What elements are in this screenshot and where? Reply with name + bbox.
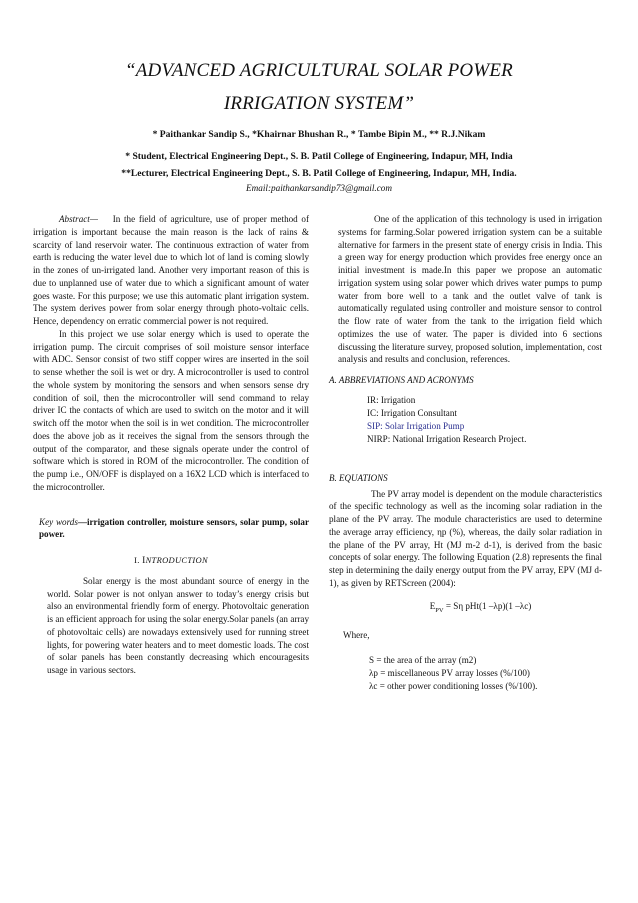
author-affiliation-lecturer: **Lecturer, Electrical Engineering Dept., S. B. Patil College of Engineering, Indapur, MH, India. xyxy=(121,168,517,179)
left-column xyxy=(33,213,309,677)
intro-heading-initial: I xyxy=(142,555,146,566)
author-affiliation-students: * Student, Electrical Engineering Dept., S. B. Patil College of Engineering, Indapur, MH, India xyxy=(125,151,513,162)
definition-item: S = the area of the array (m2) xyxy=(369,654,477,665)
right-intro-body xyxy=(329,213,602,366)
equation-rhs: = Sη pHt(1 –λp)(1 –λc) xyxy=(443,600,532,611)
equation-lhs: E xyxy=(429,600,436,611)
abstract-paragraph-1 xyxy=(33,213,309,328)
energy-equation xyxy=(329,600,602,618)
intro-heading-rest: NTRODUCTION xyxy=(145,555,208,565)
keywords-text: —irrigation controller, moisture sensors, solar pump, solar power. xyxy=(39,516,309,540)
intro-paragraph-1: Solar energy is the most abundant source of energy in the world. Solar power is not onlyan answer to today’s energy crisis but also an environmental friendly form of energy. Photovoltaic generation is an efficient approach for using the solar energy.Solar panels (an array of photovoltaic cells) are nowadays extensively used for running street lights, for powering water heaters and to meet domestic loads. The cost of solar panels has been constantly decreasing which encouragesits usage in various sectors. xyxy=(47,575,309,675)
intro-heading-number: I. xyxy=(134,555,140,565)
abbreviation-item-text: SIP: Solar Irrigation Pump xyxy=(367,420,465,431)
keywords xyxy=(33,516,309,542)
abbreviation-item: IC: Irrigation Consultant xyxy=(367,407,457,418)
equations-heading: B. EQUATIONS xyxy=(329,472,388,483)
abbreviations-heading: A. ABBREVIATIONS AND ACRONYMS xyxy=(329,375,474,385)
abbreviation-item: NIRP: National Irrigation Research Project. xyxy=(367,433,527,444)
intro-body xyxy=(33,575,309,677)
where-label: Where, xyxy=(343,630,370,641)
abstract-paragraph-2: In this project we use solar energy which is used to operate the irrigation pump. The circuit comprises of soil moisture sensor interface with ADC. Sensor consist of two stiff copper wires are inserted in the soil to sense whether the soil is wet or dry. A microcontroller is used to control the whole system by monitoring the sensors and when sensors sense dry condition of soil, then the microcontroller will send command to relay driver IC the contacts of which are used to switch on the motor and it will switch off the motor when the soil is in wet condition. The microcontroller does the above job as it receives the signal from the sensors through the output of the comparator, and these signals operate under the control of software which is stored in ROM of the microcontroller. The condition of the pump i.e., ON/OFF is displayed on a 16X2 LCD which is interfaced to the microcontroller. xyxy=(33,328,309,492)
abstract-label: Abstract— xyxy=(59,214,98,224)
intro-heading xyxy=(33,554,309,568)
paper-title-line-2: IRRIGATION SYSTEM” xyxy=(223,93,415,114)
author-names: * Paithankar Sandip S., *Khairnar Bhushan R., * Tambe Bipin M., ** R.J.Nikam xyxy=(152,129,486,140)
abbreviation-item: IR: Irrigation xyxy=(367,394,416,405)
abstract-text-1: In the field of agriculture, use of proper method of irrigation is important because the main reason is the lack of rains & scarcity of land reservoir water. The continuous extraction of water from earth is reducing the water level due to which lot of land is coming slowly in the zones of un-irrigated land. Another very important reason of this is due to unplanned use of water due to which a significant amount of water goes waste. For this purpose; we use this automatic plant irrigation system. The system derives power from solar energy through photo-voltaic cells. Hence, dependency on erratic commercial power is not required. xyxy=(33,214,310,326)
intro-paragraph-2: One of the application of this technology is used in irrigation systems for farming.Solar powered irrigation system can be a suitable alternative for farmers in the present state of energy crisis in India. This a green way for energy production which provides free energy once an initial investment is made.In this paper we propose an automatic irrigation system using solar power which drives water pumps to pump water from bore well to a tank and the outlet valve of tank is automatically regulated using controller and moisture sensor to control the flow rate of water from the tank to the irrigation field which optimizes the use of water. The paper is divided into 6 sections discussing the literature survey, proposed solution, implementation, cost analysis and results and conclusion, references. xyxy=(338,214,602,365)
equations-paragraph: The PV array model is dependent on the module characteristics of the specific technology as well as the incoming solar radiation in the plane of the PV array. The module characteristics are used to determine the average array efficiency, ηp (%), whereas, the daily solar radiation in the plane of the PV array, Ht (MJ m-2 d-1), is derived from the basic concepts of solar energy. The following Equation (2.8) represents the final step in determining the daily energy output from the PV array, EPV (MJ d-1), as given by RETScreen (2004): xyxy=(329,488,602,588)
abbreviation-item xyxy=(329,420,602,433)
author-email: Email:paithankarsandip73@gmail.com xyxy=(246,183,392,193)
definition-item: λc = other power conditioning losses (%/100). xyxy=(369,681,538,692)
paper-title-line-1: “ADVANCED AGRICULTURAL SOLAR POWER xyxy=(124,60,513,81)
keywords-label: Key words xyxy=(39,516,78,527)
right-column xyxy=(329,213,602,693)
definition-item: λp = miscellaneous PV array losses (%/100) xyxy=(369,668,530,679)
equation-subscript: PV xyxy=(435,606,444,614)
